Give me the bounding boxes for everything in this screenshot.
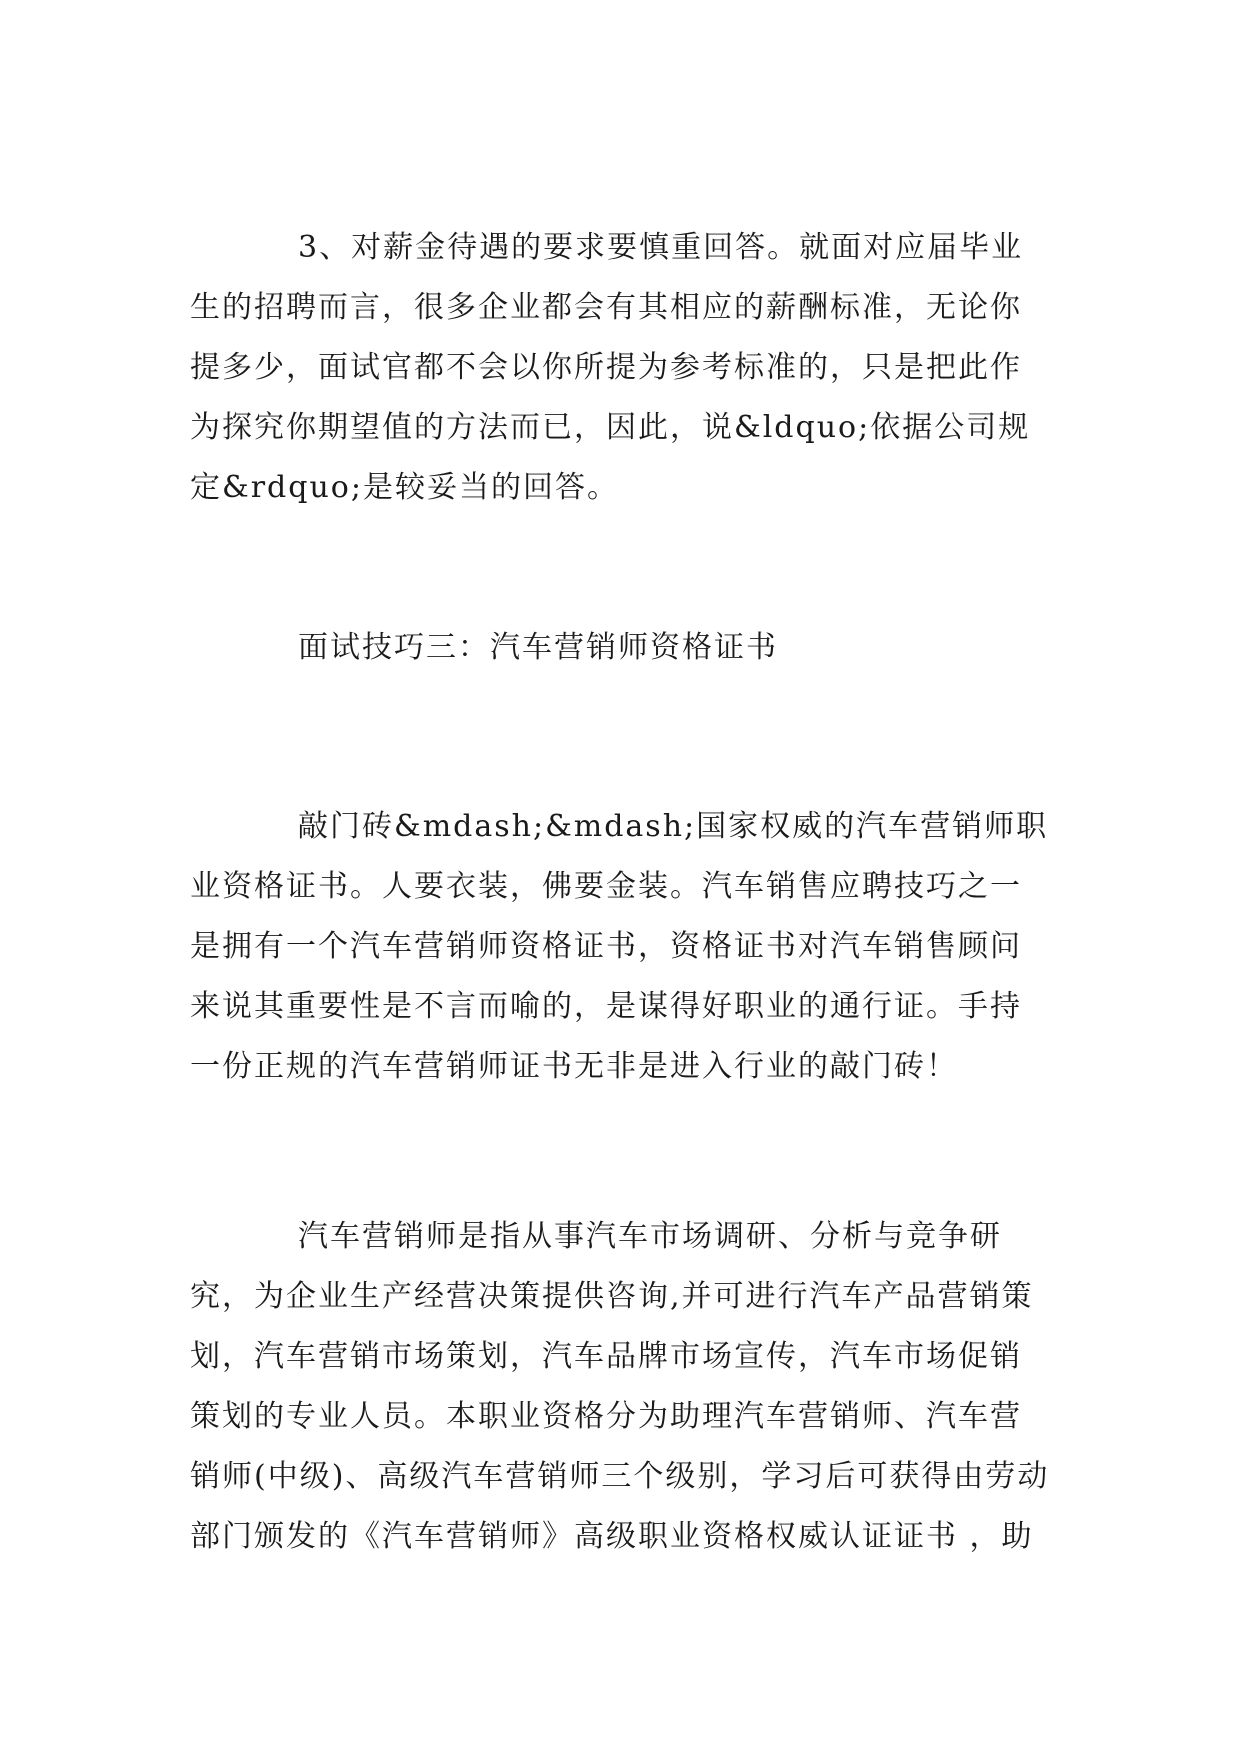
paragraph-certificate: 敲门砖&mdash;&mdash;国家权威的汽车营销师职业资格证书。人要衣装，佛要金装。汽车销售应聘技巧之一是拥有一个汽车营销师资格证书，资格证书对汽车销售顾问来说其重要性是不言而喻的，是谋得好职业的通行证。手持一份正规的汽车营销师证书无非是进入行业的敲门砖！	[190, 809, 1049, 1084]
paragraph-definition: 汽车营销师是指从事汽车市场调研、分析与竞争研究，为企业生产经营决策提供咨询,并可进行汽车产品营销策划，汽车营销市场策划，汽车品牌市场宣传，汽车市场促销策划的专业人员。本职业资格分为助理汽车营销师、汽车营销师(中级)、高级汽车营销师三个级别，学习后可获得由劳动部门颁发的《汽车营销师》高级职业资格权威认证证书 ，助	[190, 1219, 1050, 1554]
section-heading: 面试技巧三：汽车营销师资格证书	[298, 630, 778, 665]
paragraph-salary: 3、对薪金待遇的要求要慎重回答。就面对应届毕业生的招聘而言，很多企业都会有其相应的薪酬标准，无论你提多少，面试官都不会以你所提为参考标准的，只是把此作为探究你期望值的方法而已，因此，说&ldquo;依据公司规定&rdquo;是较妥当的回答。	[190, 230, 1031, 505]
